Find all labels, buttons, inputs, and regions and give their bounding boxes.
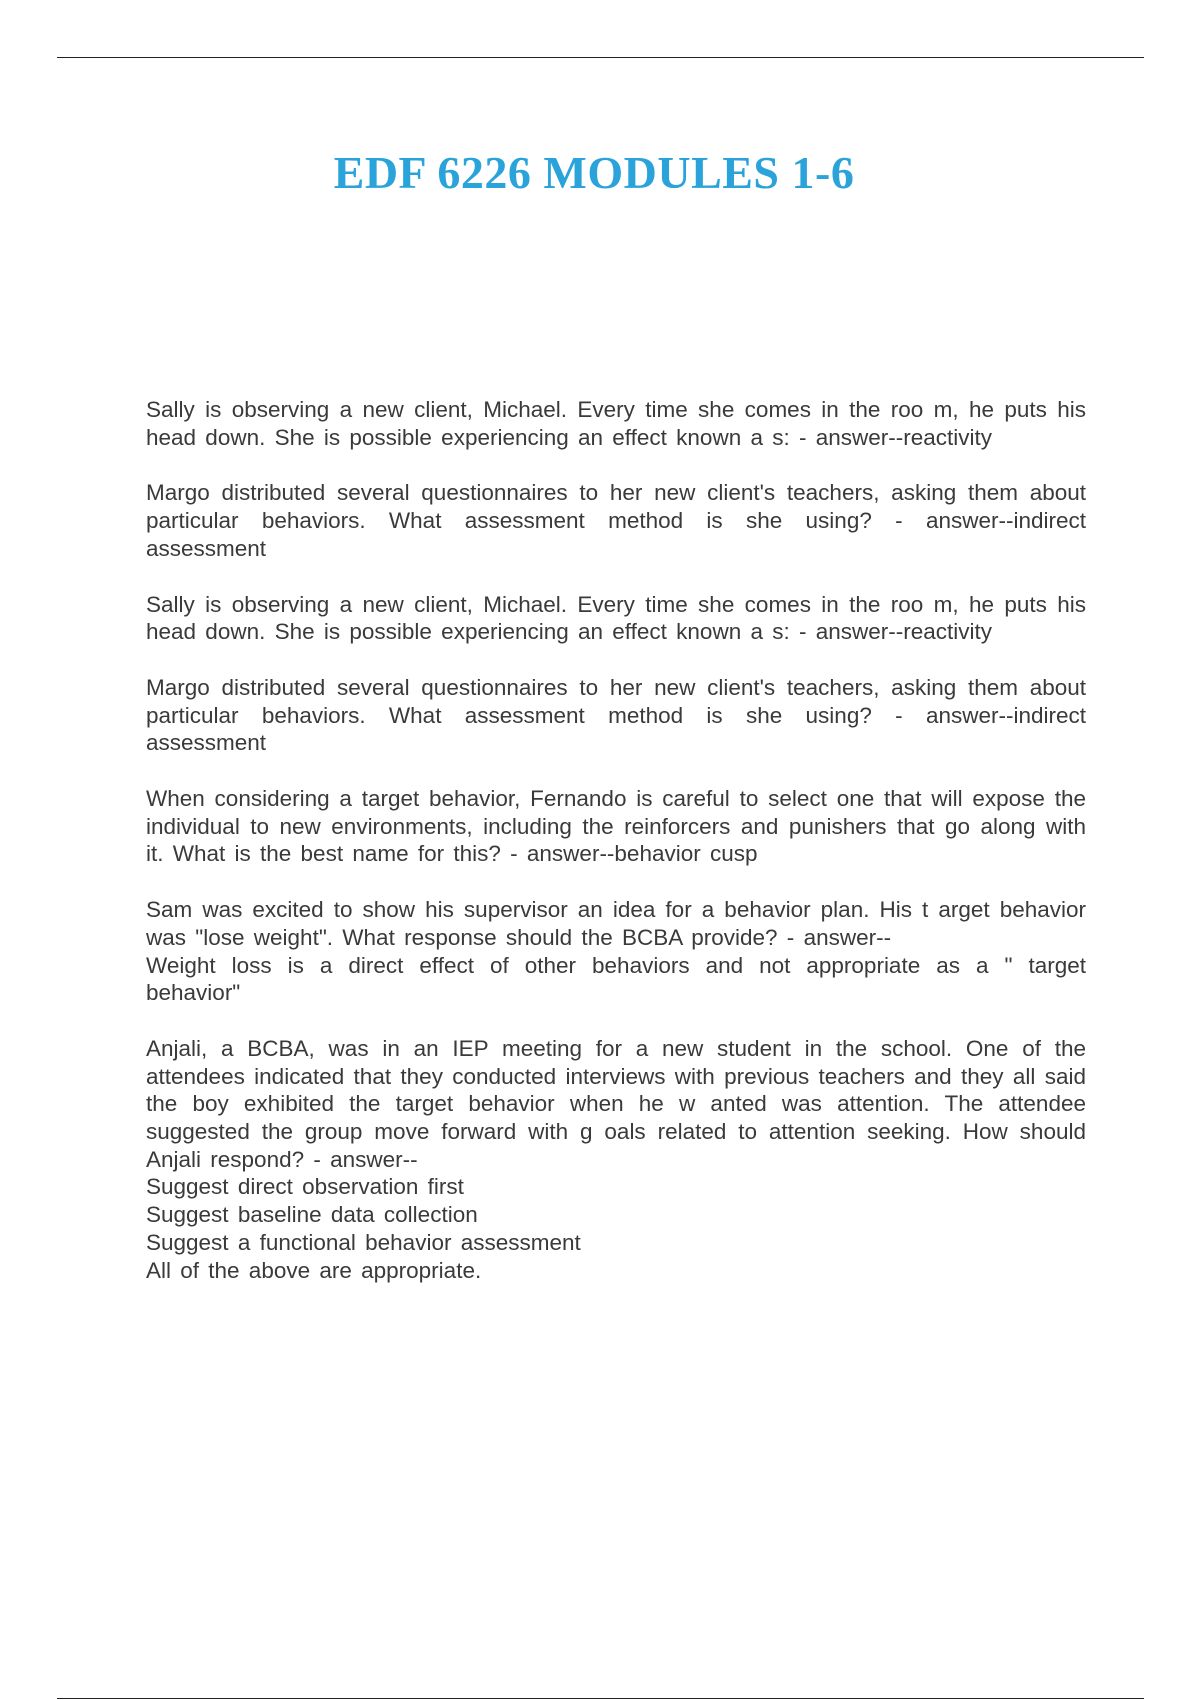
qa-item-4 (146, 674, 1086, 757)
qa-list (146, 396, 1086, 1312)
qa-item-6 (146, 896, 1086, 1007)
qa-item-2 (146, 479, 1086, 562)
answer-text: answer--behavior cusp (526, 841, 758, 867)
qa-item-3 (146, 591, 1086, 646)
qa-item-7 (146, 1035, 1086, 1284)
qa-item-5 (146, 785, 1086, 868)
question-text: Margo distributed several questionnaires to her new client's teachers, asking them about particular behaviors. What assessment method is she using? - (146, 480, 1086, 534)
question-text: Sally is observing a new client, Michael. Every time she comes in the roo m, he puts his head down. She is possible experiencing an effect known a s: - (146, 591, 1086, 645)
bottom-rule (57, 1698, 1144, 1699)
answer-text: answer-- Weight loss is a direct effect of other behaviors and not appropriate as a " target behavior" (146, 924, 1086, 1006)
question-text: Anjali, a BCBA, was in an IEP meeting for a new student in the school. One of the attendees indicated that they conducted interviews with previous teachers and they all said the boy exhibited the target behavior when he w anted was attention. The attendee suggested the group move forward with g oals related to attention seeking. How should Anjali respond? - (146, 1035, 1086, 1172)
question-text: When considering a target behavior, Fernando is careful to select one that will expose the individual to new environments, including the reinforcers and punishers that go along with it. What is the best name for this? - (146, 786, 1086, 867)
question-text: Sam was excited to show his supervisor an idea for a behavior plan. His t arget behavior was "lose weight". What response should the BCBA provide? - (146, 897, 1086, 950)
answer-text: answer-- Suggest direct observation first Suggest baseline data collection Suggest a functional behavior assessment All of the above are appropriate. (146, 1146, 581, 1283)
qa-item-1 (146, 396, 1086, 451)
question-text: Sally is observing a new client, Michael. Every time she comes in the roo m, he puts his head down. She is possible experiencing an effect known a s: - (146, 397, 1086, 450)
document-title: EDF 6226 MODULES 1-6 (333, 147, 855, 198)
question-text: Margo distributed several questionnaires to her new client's teachers, asking them about particular behaviors. What assessment method is she using? - (146, 674, 1086, 728)
answer-text: answer--indirect assessment (146, 508, 1086, 561)
answer-text: answer--reactivity (815, 424, 993, 450)
top-rule (57, 57, 1144, 58)
answer-text: answer--indirect assessment (146, 702, 1086, 756)
answer-text: answer--reactivity (815, 619, 993, 645)
